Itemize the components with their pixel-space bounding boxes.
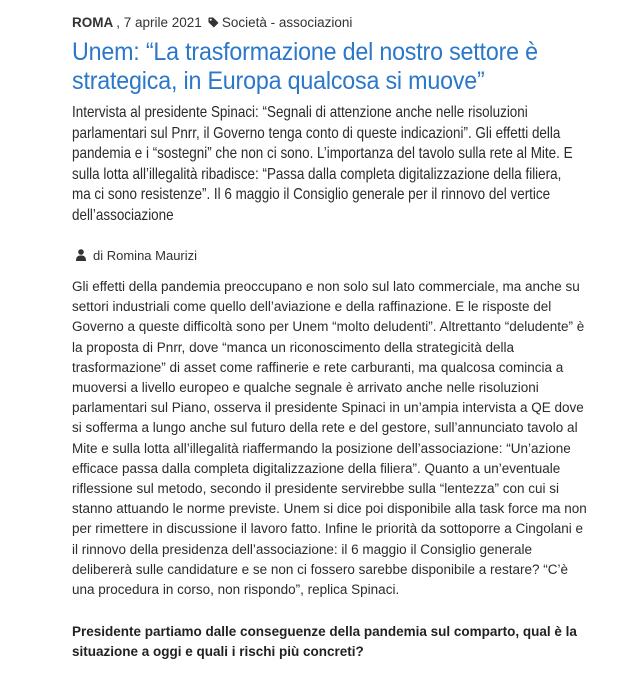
tag-icon: [208, 17, 219, 28]
author-name: di Romina Maurizi: [93, 247, 198, 263]
article-author: [72, 246, 582, 264]
article-city: ROMA: [72, 14, 114, 30]
article-date: , 7 aprile 2021: [116, 14, 202, 30]
article-body: Gli effetti della pandemia preoccupano e non solo sul lato commerciale, ma anche su settori industriali come quello dell’aviazione e della raffinazione. E le risposte del Governo a queste difficoltà sono per Unem “molto deludenti”. Altrettanto “deludente” è la proposta di Pnrr, dove “manca un riconoscimento della strategicità della trasformazione” di asset come raffinerie e rete carburanti, ma qualcosa comincia a muoversi a livello europeo e qualche segnale è arrivato anche nelle risoluzioni parlamentari sul Piano, osserva il presidente Spinaci in un’ampia intervista a QE dove si sofferma a lungo anche sul futuro della rete e del gestore, sull’annunciato tavolo al Mite e sulla lotta all’illegalità riaffermando la posizione dell’associazione: “Un’azione efficace passa dalla completa digitalizzazione della filiera”. Quanto a un’eventuale riflessione sul metodo, secondo il presidente servirebbe sulla “lentezza” con cui si stanno attuando le norme previste. Unem si dice poi disponibile alla task force ma non per rimettere in discussione il lavoro fatto. Infine le priorità da sottoporre a Cingolani e il rinnovo della presidenza dell’associazione: il 6 maggio il Consiglio generale delibererà sulle candidature e se non ci fossero sarebbe disponibile a restare? “C’è una procedura in corso, non rispondo”, replica Spinaci.: [72, 279, 587, 598]
user-icon: [76, 249, 86, 261]
article-meta: [72, 12, 582, 32]
article: [72, 0, 587, 676]
category-link[interactable]: Società - associazioni: [221, 14, 353, 30]
interview-question: Presidente partiamo dalle conseguenze della pandemia sul comparto, qual è la situazione a oggi e quali i rischi più concreti?: [72, 624, 577, 660]
article-subtitle: Intervista al presidente Spinaci: “Segnali di attenzione anche nelle risoluzioni parlamentari sul Pnrr, il Governo tenga conto di queste indicazioni”. Gli effetti della pandemia e i “sostegni” che non ci sono. L’importanza del tavolo sulla rete al Mite. E sulla lotta all’illegalità ribadisce: “Passa dalla completa digitalizzazione della filiera, ma ci sono resistenze”. Il 6 maggio il Consiglio generale per il rinnovo del vertice dell’associazione: [72, 104, 573, 224]
article-title: Unem: “La trasformazione del nostro settore è strategica, in Europa qualcosa si muove”: [72, 38, 538, 95]
